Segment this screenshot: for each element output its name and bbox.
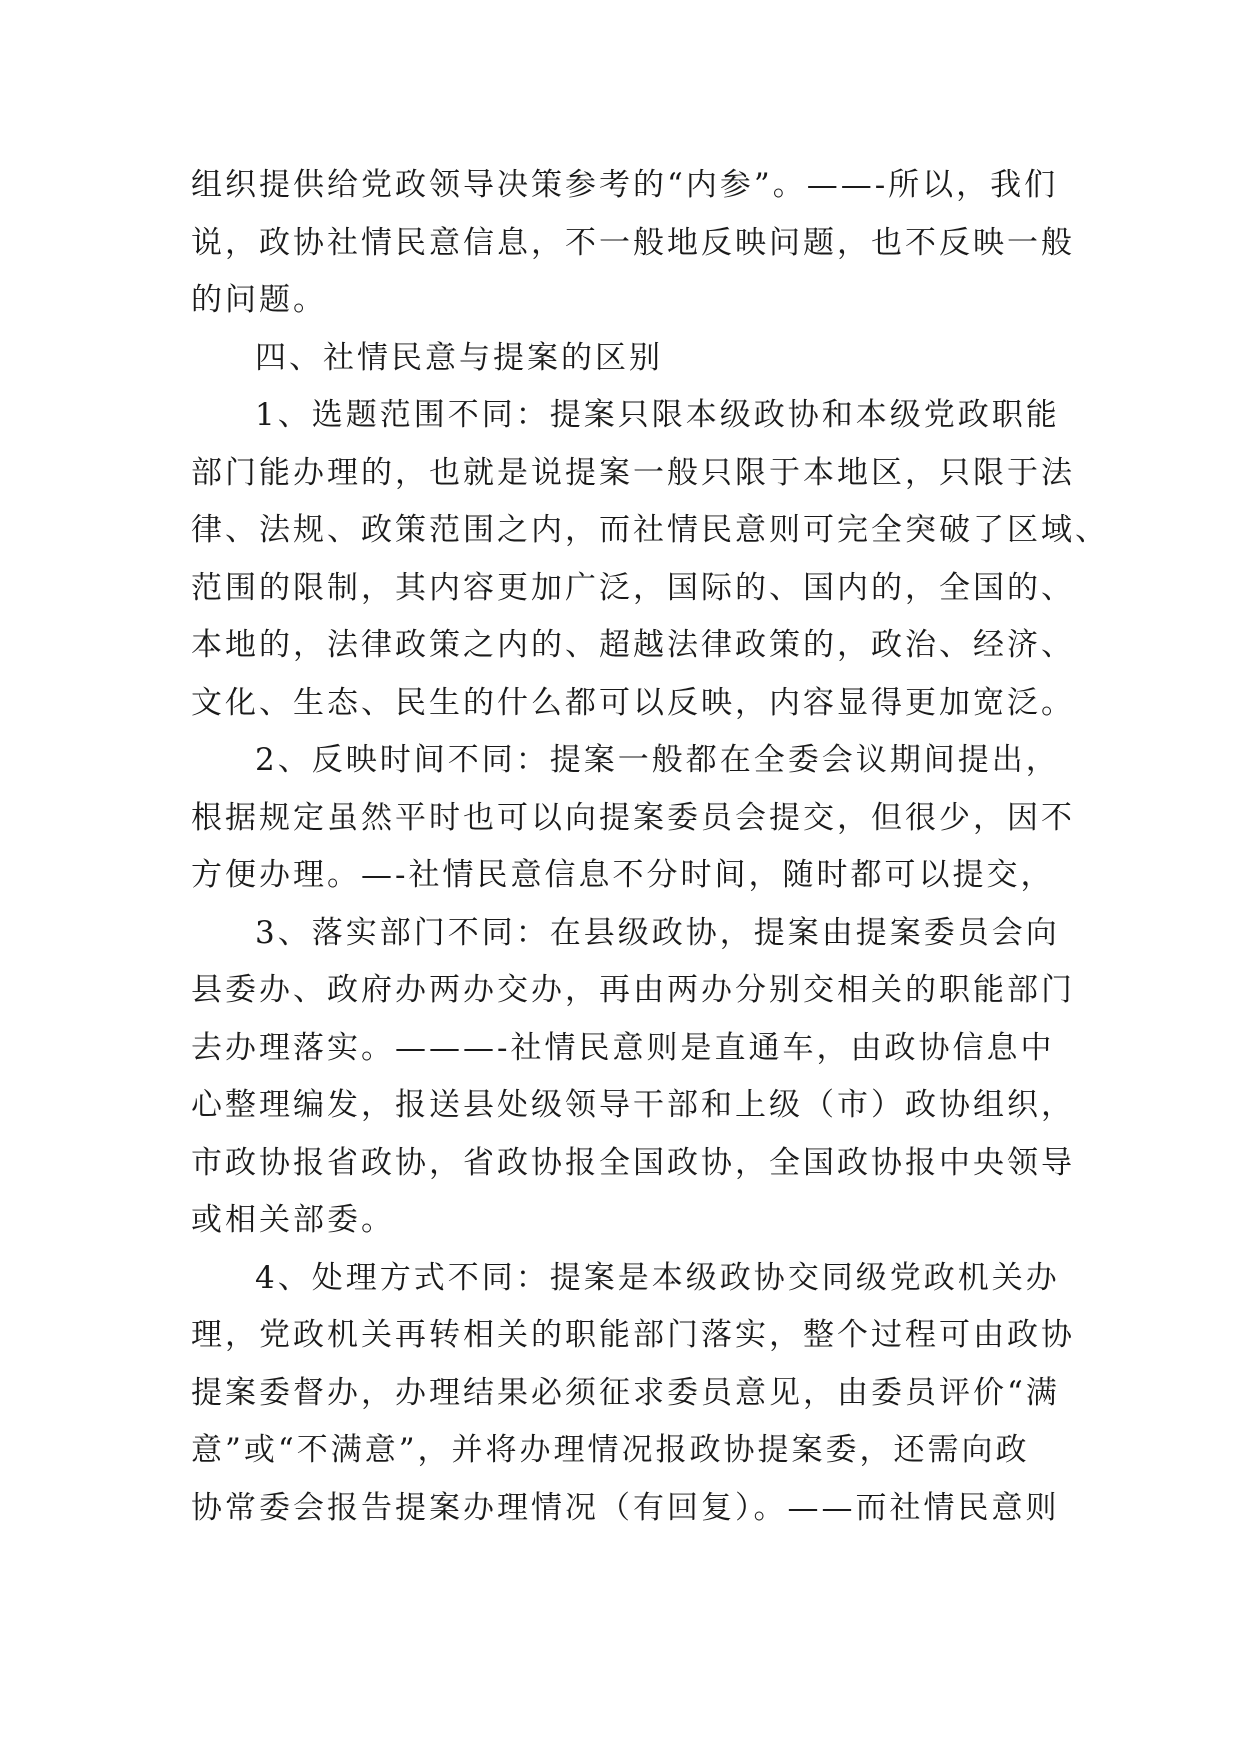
text-line: 1、选题范围不同：提案只限本级政协和本级党政职能	[255, 397, 1060, 433]
section-heading	[191, 330, 1061, 388]
text-line: 提案委督办，办理结果必须征求委员意见，由委员评价“满	[191, 1374, 1060, 1411]
text-line: 说，政协社情民意信息，不一般地反映问题，也不反映一般	[191, 224, 1075, 261]
text-line: 方便办理。—-社情民意信息不分时间，随时都可以提交，	[191, 857, 1055, 893]
paragraph-point-2	[191, 732, 1075, 905]
paragraph-neican-conclusion	[191, 157, 1075, 330]
text-line: 或相关部委。	[191, 1202, 395, 1238]
paragraph-point-3	[191, 905, 1075, 1250]
text-line: 的问题。	[191, 282, 327, 318]
text-line: 3、落实部门不同：在县级政协，提案由提案委员会向	[255, 914, 1060, 951]
text-line: 范围的限制，其内容更加广泛，国际的、国内的，全国的、	[191, 569, 1075, 606]
text-line: 部门能办理的，也就是说提案一般只限于本地区，只限于法	[191, 454, 1075, 491]
text-line: 意”或“不满意”，并将办理情况报政协提案委，还需向政	[191, 1432, 1030, 1468]
text-line: 组织提供给党政领导决策参考的“内参”。——-所以，我们	[191, 167, 1059, 203]
text-line: 理，党政机关再转相关的职能部门落实，整个过程可由政协	[191, 1317, 1075, 1353]
paragraph-point-4	[191, 1250, 1075, 1538]
paragraph-point-1	[191, 387, 1109, 732]
document-body	[191, 157, 1109, 1537]
text-line: 县委办、政府办两办交办，再由两办分别交相关的职能部门	[191, 972, 1075, 1008]
text-line: 根据规定虽然平时也可以向提案委员会提交，但很少，因不	[191, 799, 1075, 836]
text-line: 去办理落实。———-社情民意则是直通车，由政协信息中	[191, 1029, 1055, 1066]
text-line: 心整理编发，报送县处级领导干部和上级（市）政协组织，	[191, 1087, 1075, 1123]
text-line: 市政协报省政协，省政协报全国政协，全国政协报中央领导	[191, 1144, 1075, 1181]
heading-text: 四、社情民意与提案的区别	[255, 339, 663, 376]
text-line: 4、处理方式不同：提案是本级政协交同级党政机关办	[255, 1259, 1060, 1296]
text-line: 律、法规、政策范围之内，而社情民意则可完全突破了区域、	[191, 512, 1109, 548]
text-line: 文化、生态、民生的什么都可以反映，内容显得更加宽泛。	[191, 684, 1075, 721]
text-line: 2、反映时间不同：提案一般都在全委会议期间提出，	[255, 742, 1060, 778]
text-line: 协常委会报告提案办理情况（有回复）。——而社情民意则	[191, 1489, 1060, 1526]
text-line: 本地的，法律政策之内的、超越法律政策的，政治、经济、	[191, 627, 1075, 663]
